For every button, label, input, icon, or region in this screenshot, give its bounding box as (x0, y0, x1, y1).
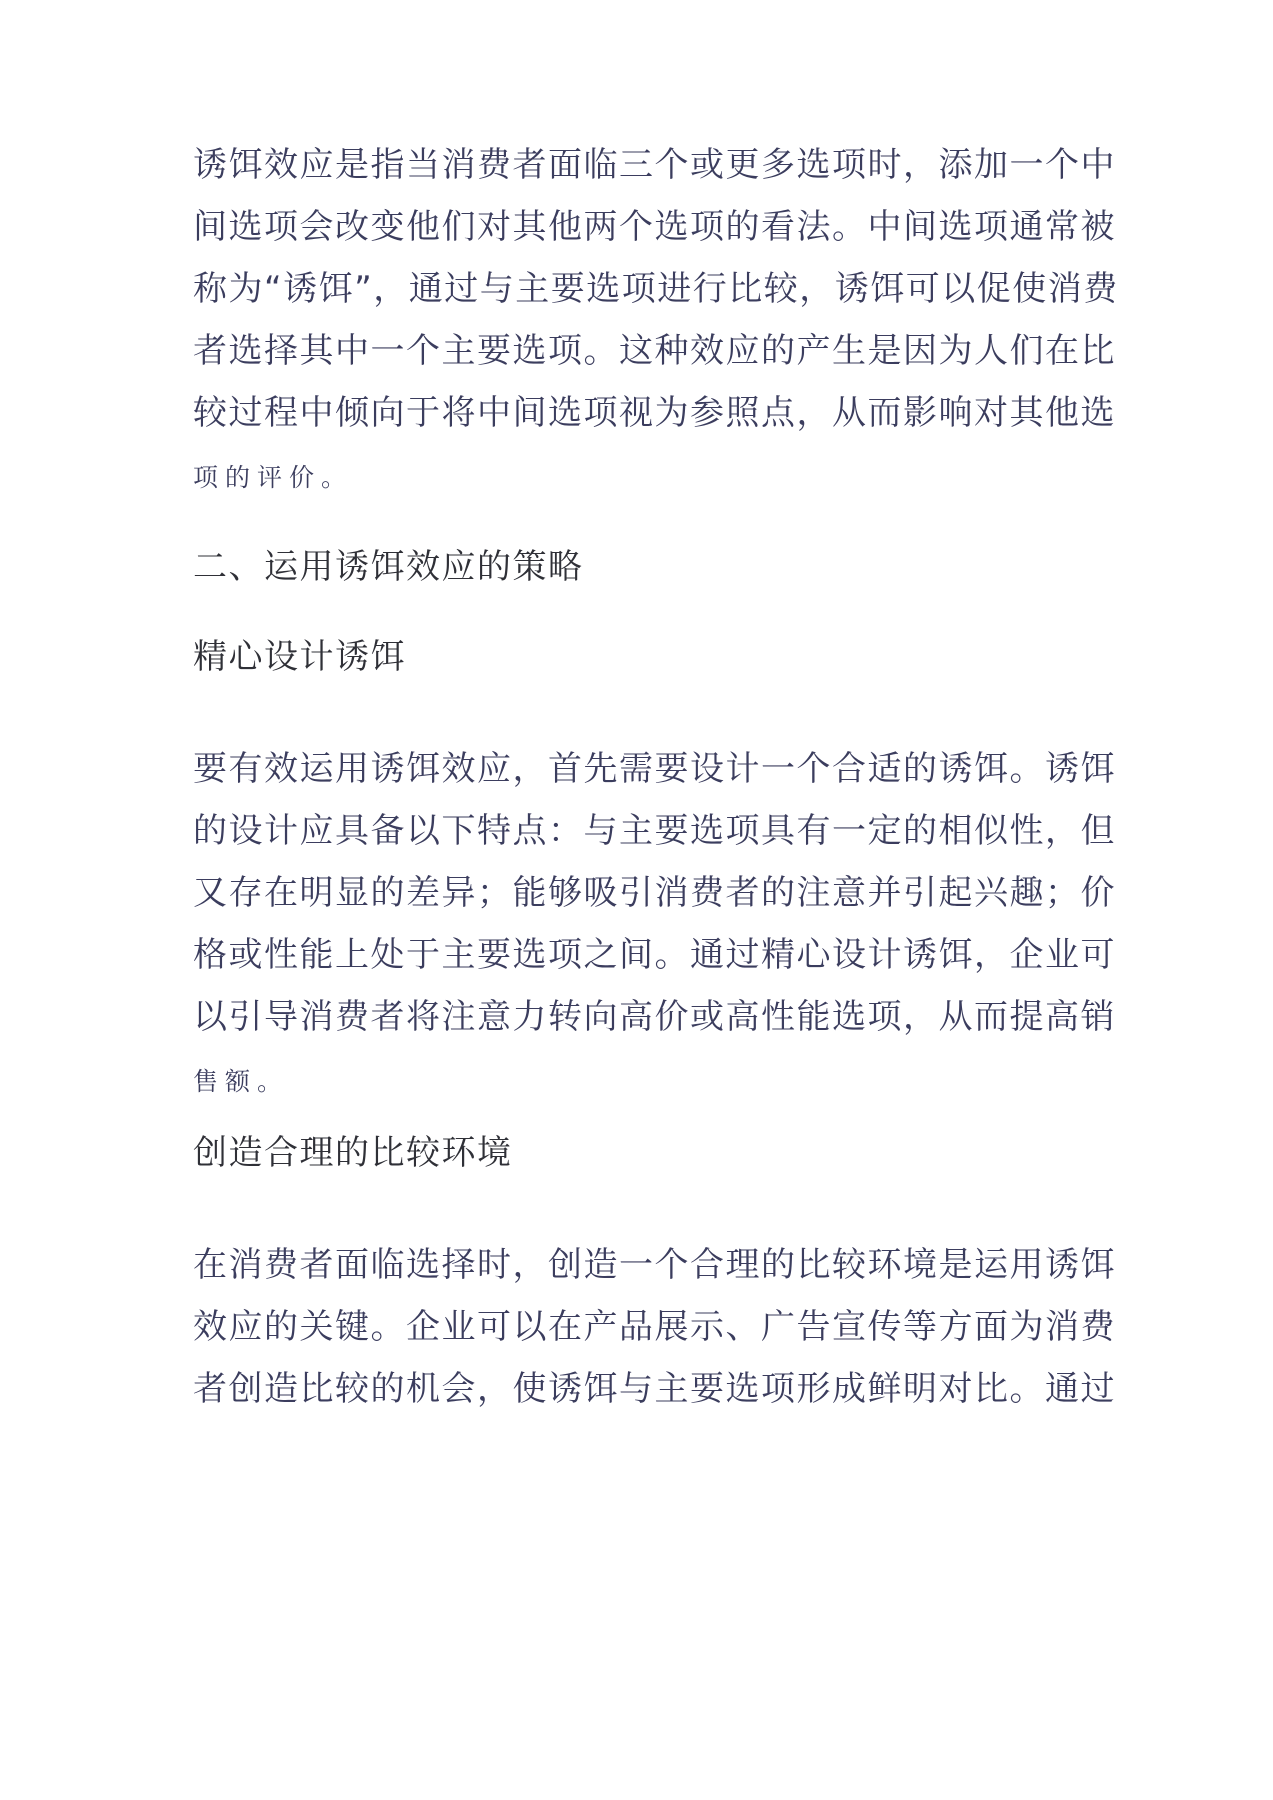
paragraph-line: 的设计应具备以下特点：与主要选项具有一定的相似性，但 (193, 811, 1116, 851)
paragraph-line: 格或性能上处于主要选项之间。通过精心设计诱饵，企业可 (193, 935, 1116, 975)
paragraph-line: 在消费者面临选择时，创造一个合理的比较环境是运用诱饵 (193, 1245, 1116, 1285)
subsection-heading: 精心设计诱饵 (193, 637, 406, 677)
paragraph-line: 售额。 (193, 1067, 290, 1096)
paragraph-line: 间选项会改变他们对其他两个选项的看法。中间选项通常被 (193, 207, 1116, 247)
paragraph-line: 效应的关键。企业可以在产品展示、广告宣传等方面为消费 (193, 1307, 1116, 1347)
subsection-heading: 创造合理的比较环境 (193, 1133, 513, 1173)
section-heading: 二、运用诱饵效应的策略 (193, 547, 584, 587)
paragraph-line: 较过程中倾向于将中间选项视为参照点，从而影响对其他选 (193, 393, 1116, 433)
paragraph-line: 者选择其中一个主要选项。这种效应的产生是因为人们在比 (193, 331, 1116, 371)
paragraph-line: 又存在明显的差异；能够吸引消费者的注意并引起兴趣；价 (193, 873, 1116, 913)
paragraph-line: 诱饵效应是指当消费者面临三个或更多选项时，添加一个中 (193, 145, 1116, 185)
paragraph-line: 者创造比较的机会，使诱饵与主要选项形成鲜明对比。通过 (193, 1369, 1116, 1409)
paragraph-line: 以引导消费者将注意力转向高价或高性能选项，从而提高销 (193, 997, 1116, 1037)
paragraph-line: 项的评价。 (193, 463, 354, 492)
paragraph-line: 称为“诱饵”，通过与主要选项进行比较，诱饵可以促使消费 (193, 269, 1119, 309)
paragraph-line: 要有效运用诱饵效应，首先需要设计一个合适的诱饵。诱饵 (193, 749, 1116, 789)
